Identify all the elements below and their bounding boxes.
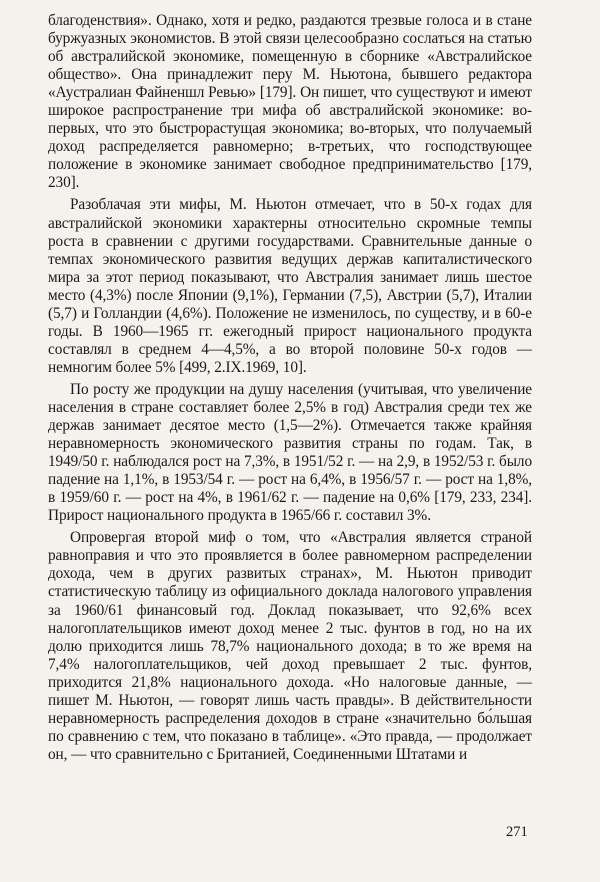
paragraph-2: Разоблачая эти мифы, М. Ньютон отмечает, что в 50-х годах для австралийской экономики характерны относительно скромные темпы роста в сравнении с другими государствами. Сравнительные данные о темпах экономического развития ведущих держав капиталистического мира за этот период показывают, что Австралия занимает лишь шестое место (4,3%) после Японии (9,1%), Германии (7,5), Австрии (5,7), Италии (5,7) и Голландии (4,6%). Положение не изменилось, по существу, и в 60-е годы. В 1960—1965 гг. ежегодный прирост национального продукта составлял в среднем 4—4,5%, а во второй половине 50-х годов — немногим более 5% [499, 2.IX.1969, 10].	[48, 196, 532, 376]
book-page	[48, 12, 532, 764]
page-number: 271	[506, 824, 528, 840]
paragraph-1: благоденствия». Однако, хотя и редко, раздаются трезвые голоса и в стане буржуазных экономистов. В этой связи целесообразно сослаться на статью об австралийской экономике, помещенную в сборнике «Австралийское общество». Она принадлежит перу М. Ньютона, бывшего редактора «Аустралиан Файненшл Ревью» [179]. Он пишет, что существуют и имеют широкое распространение три мифа об австралийской экономике: во-первых, что это быстрорастущая экономика; во-вторых, что получаемый доход распределяется равномерно; в-третьих, что господствующее положение в экономике занимает свободное предпринимательство [179, 230].	[48, 12, 532, 192]
paragraph-3: По росту же продукции на душу населения (учитывая, что увеличение населения в стране составляет более 2,5% в год) Австралия среди тех же держав занимает десятое место (1,5—2%). Отмечается также крайняя неравномерность экономического развития страны по годам. Так, в 1949/50 г. наблюдался рост на 7,3%, в 1951/52 г. — на 2,9, в 1952/53 г. было падение на 1,1%, в 1953/54 г. — рост на 6,4%, в 1956/57 г. — рост на 1,8%, в 1959/60 г. — рост на 4%, в 1961/62 г. — падение на 0,6% [179, 233, 234]. Прирост национального продукта в 1965/66 г. составил 3%.	[48, 380, 532, 525]
paragraph-4: Опровергая второй миф о том, что «Австралия является страной равноправия и что это проявляется в более равномерном распределении дохода, чем в других развитых странах», М. Ньютон приводит статистическую таблицу из официального доклада налогового управления за 1960/61 финансовый год. Доклад показывает, что 92,6% всех налогоплательщиков имеют доход менее 2 тыс. фунтов в год, но на их долю приходится лишь 78,7% национального дохода; в то же время на 7,4% налогоплательщиков, чей доход превышает 2 тыс. фунтов, приходится 21,8% национального дохода. «Но налоговые данные, — пишет М. Ньютон, — говорят лишь часть правды». В действительности неравномерность распределения доходов в стране «значительно бо́льшая по сравнению с тем, что показано в таблице». «Это правда, — продолжает он, — что сравнительно с Британией, Соединенными Штатами и	[48, 529, 532, 763]
